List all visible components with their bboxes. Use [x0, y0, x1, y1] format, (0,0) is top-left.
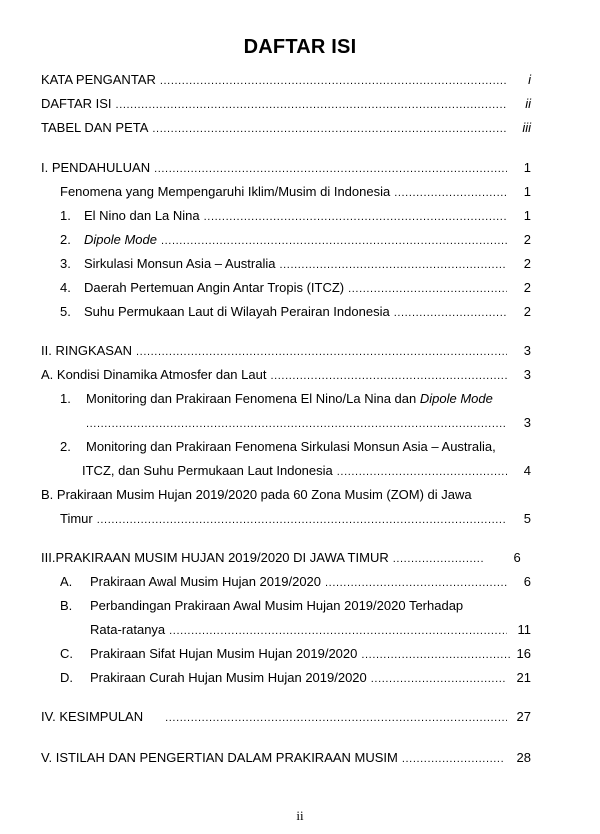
- toc-entry-prakiraan-musim-hujan[interactable]: [41, 550, 531, 567]
- toc-entry-el-nino[interactable]: [60, 208, 531, 225]
- toc-page: 2: [523, 256, 531, 271]
- toc-number: D.: [60, 670, 73, 685]
- toc-entry-daftar-isi[interactable]: [41, 96, 531, 113]
- toc-entry-istilah[interactable]: [41, 750, 531, 767]
- toc-label: Monitoring dan Prakiraan Fenomena Sirkulasi Monsun Asia – Australia,: [86, 439, 496, 454]
- dot-leader: [394, 305, 507, 321]
- toc-label: V. ISTILAH DAN PENGERTIAN DALAM PRAKIRAAN MUSIM: [41, 750, 398, 765]
- toc-page: 1: [523, 208, 531, 223]
- toc-entry-monitoring-sirkulasi[interactable]: [60, 439, 496, 455]
- toc-page: 28: [516, 750, 531, 765]
- toc-label: Suhu Permukaan Laut di Wilayah Perairan Indonesia: [84, 304, 390, 319]
- toc-entry-pendahuluan[interactable]: [41, 160, 531, 177]
- toc-label: Perbandingan Prakiraan Awal Musim Hujan 2019/2020 Terhadap: [90, 598, 464, 613]
- toc-entry-fenomena[interactable]: [60, 184, 531, 201]
- toc-entry-ringkasan[interactable]: [41, 343, 531, 360]
- page-title: DAFTAR ISI: [243, 36, 357, 58]
- toc-number: C.: [60, 646, 73, 661]
- toc-label: I. PENDAHULUAN: [41, 160, 151, 175]
- dot-leader: [136, 344, 507, 360]
- dot-leader: [169, 623, 507, 639]
- dot-leader: [161, 233, 507, 249]
- toc-label: Timur: [60, 511, 93, 526]
- toc-entry-monitoring-el-nino[interactable]: [60, 391, 493, 407]
- dot-leader: [165, 710, 507, 726]
- toc-entry-prakiraan-zom[interactable]: [41, 487, 472, 503]
- toc-label: El Nino dan La Nina: [84, 208, 200, 223]
- toc-page: 1: [523, 184, 531, 199]
- toc-page: 21: [516, 670, 531, 685]
- toc-page: 16: [516, 646, 531, 661]
- toc-label: DAFTAR ISI: [41, 96, 112, 111]
- toc-entry-monitoring-sirkulasi-cont[interactable]: [82, 463, 531, 480]
- toc-page: ii: [525, 96, 531, 111]
- toc-number: 3.: [60, 256, 71, 271]
- toc-number: 2.: [60, 232, 71, 247]
- toc-number: 5.: [60, 304, 71, 319]
- dot-leader: [325, 575, 507, 591]
- toc-number: B.: [60, 598, 73, 613]
- dot-leader: [361, 647, 511, 663]
- toc-label: ITCZ, dan Suhu Permukaan Laut Indonesia: [82, 463, 333, 478]
- toc-page: 27: [516, 709, 531, 724]
- toc-number: 4.: [60, 280, 71, 295]
- dot-leader: [270, 368, 507, 384]
- toc-label: KATA PENGANTAR: [41, 72, 156, 87]
- dot-leader: [371, 671, 507, 687]
- toc-label: A. Kondisi Dinamika Atmosfer dan Laut: [41, 367, 267, 382]
- toc-page: 11: [517, 622, 531, 637]
- toc-entry-suhu-permukaan-laut[interactable]: [60, 304, 531, 321]
- toc-label-italic: Dipole Mode: [419, 391, 493, 406]
- toc-label: Prakiraan Awal Musim Hujan 2019/2020: [90, 574, 322, 589]
- toc-label: B. Prakiraan Musim Hujan 2019/2020 pada 60 Zona Musim (ZOM) di Jawa: [41, 487, 472, 502]
- toc-entry-monitoring-el-nino-cont[interactable]: [86, 415, 531, 432]
- dot-leader: [348, 281, 507, 297]
- dot-leader: [337, 464, 507, 480]
- toc-entry-kondisi-dinamika[interactable]: [41, 367, 531, 384]
- toc-number: 2.: [60, 439, 71, 454]
- dot-leader: [279, 257, 507, 273]
- toc-entry-kata-pengantar[interactable]: [41, 72, 531, 89]
- toc-entry-tabel-dan-peta[interactable]: [41, 120, 531, 137]
- toc-label: II. RINGKASAN: [41, 343, 133, 358]
- dot-leader: [154, 161, 507, 177]
- dot-leader: [152, 121, 507, 137]
- toc-number: 1.: [60, 391, 71, 406]
- toc-page: 3: [523, 367, 531, 382]
- toc-entry-sirkulasi-monsun[interactable]: [60, 256, 531, 273]
- toc-page: 2: [523, 232, 531, 247]
- toc-number: A.: [60, 574, 73, 589]
- toc-label: III.PRAKIRAAN MUSIM HUJAN 2019/2020 DI JAWA TIMUR: [41, 550, 389, 565]
- toc-entry-prakiraan-sifat[interactable]: [60, 646, 531, 663]
- toc-entry-prakiraan-zom-cont[interactable]: [60, 511, 531, 528]
- toc-entry-prakiraan-awal[interactable]: [60, 574, 531, 591]
- dot-leader: [160, 73, 507, 89]
- dot-leader: [86, 416, 507, 432]
- toc-page: 6: [523, 574, 531, 589]
- toc-number: 1.: [60, 208, 71, 223]
- toc-entry-prakiraan-curah[interactable]: [60, 670, 531, 687]
- dot-leader: [204, 209, 507, 225]
- toc-entry-itcz[interactable]: [60, 280, 531, 297]
- toc-page: i: [528, 72, 531, 87]
- toc-page: 3: [523, 415, 531, 430]
- toc-entry-kesimpulan[interactable]: [41, 709, 531, 726]
- dot-leader: [97, 512, 507, 528]
- toc-page: iii: [522, 120, 531, 135]
- toc-entry-perbandingan[interactable]: [60, 598, 463, 614]
- toc-page: 2: [523, 304, 531, 319]
- toc-page: 6: [513, 550, 521, 565]
- toc-entry-perbandingan-cont[interactable]: [90, 622, 531, 639]
- toc-entry-dipole-mode[interactable]: [60, 232, 531, 249]
- page-number: ii: [296, 808, 304, 823]
- toc-page: 4: [523, 463, 531, 478]
- dot-leader: [116, 97, 507, 113]
- toc-label: Prakiraan Sifat Hujan Musim Hujan 2019/2020: [90, 646, 358, 661]
- toc-page: 3: [523, 343, 531, 358]
- toc-label: Prakiraan Curah Hujan Musim Hujan 2019/2020: [90, 670, 367, 685]
- toc-page: 5: [523, 511, 531, 526]
- dot-leader: [402, 751, 503, 767]
- dot-leader: [393, 551, 485, 567]
- toc-label: Monitoring dan Prakiraan Fenomena El Nino/La Nina dan: [86, 391, 420, 406]
- toc-label: Fenomena yang Mempengaruhi Iklim/Musim di Indonesia: [60, 184, 391, 199]
- toc-label: TABEL DAN PETA: [41, 120, 149, 135]
- toc-page: 2: [523, 280, 531, 295]
- toc-label: IV. KESIMPULAN: [41, 709, 144, 724]
- toc-page: 1: [523, 160, 531, 175]
- toc-label: Dipole Mode: [84, 232, 157, 247]
- toc-label: Rata-ratanya: [90, 622, 166, 637]
- toc-label: Daerah Pertemuan Angin Antar Tropis (ITCZ): [84, 280, 345, 295]
- dot-leader: [394, 185, 507, 201]
- toc-label: Sirkulasi Monsun Asia – Australia: [84, 256, 276, 271]
